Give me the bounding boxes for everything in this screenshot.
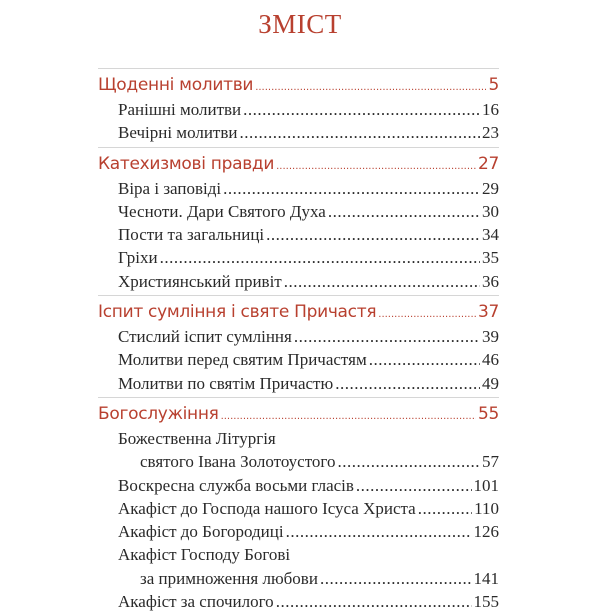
dot-leader (223, 177, 480, 200)
dot-leader (356, 474, 472, 497)
page-number: 141 (473, 568, 499, 588)
page-title: ЗМІСТ (258, 9, 342, 39)
entry-title-continued: святого Івана Золотоустого (140, 452, 336, 472)
toc-section (98, 397, 499, 613)
entry-title: Ранішні молитви (118, 100, 242, 119)
table-of-contents (98, 68, 499, 615)
dot-leader (335, 372, 480, 395)
dot-leader (239, 121, 480, 144)
entry-title: Акафіст до Господа нашого Ісуса Христа (118, 498, 416, 518)
toc-entry-first-line[interactable] (98, 427, 499, 450)
dot-leader (369, 348, 480, 371)
page-number: 34 (482, 225, 499, 245)
dot-leader (378, 302, 476, 325)
toc-entry[interactable] (98, 325, 499, 348)
dot-leader (243, 98, 480, 121)
entry-title: Акафіст Господу Богові (118, 545, 291, 565)
dot-leader (418, 497, 472, 520)
entry-title: Гріхи (118, 248, 158, 268)
dot-leader (320, 567, 472, 590)
dot-leader (294, 325, 480, 348)
page-number: 16 (482, 100, 499, 119)
page-number: 30 (482, 201, 499, 221)
section-title: Щоденні молитви (98, 75, 254, 95)
entry-title: Акафіст до Богородиці (118, 522, 284, 542)
dot-leader (276, 590, 472, 613)
dot-leader (221, 404, 476, 427)
toc-section (98, 68, 499, 145)
dot-leader (328, 200, 480, 223)
toc-entry[interactable] (98, 450, 499, 473)
page-number: 126 (473, 522, 499, 542)
entry-title-continued: за примноження любови (140, 568, 318, 588)
page-number: 27 (477, 153, 499, 174)
toc-section-heading[interactable] (98, 152, 499, 177)
toc-entry[interactable] (98, 177, 499, 200)
toc-entry[interactable] (98, 348, 499, 371)
toc-entry[interactable] (98, 121, 499, 144)
toc-section-heading[interactable] (98, 300, 499, 325)
page-number: 36 (482, 271, 499, 291)
toc-entry[interactable] (98, 246, 499, 269)
toc-entry[interactable] (98, 474, 499, 497)
toc-section (98, 147, 499, 293)
page-number: 23 (482, 123, 499, 143)
toc-section-heading[interactable] (98, 402, 499, 427)
toc-entry[interactable] (98, 590, 499, 613)
page-number: 155 (473, 592, 499, 612)
page-number: 5 (488, 75, 499, 95)
toc-entry[interactable] (98, 223, 499, 246)
toc-entry[interactable] (98, 497, 499, 520)
section-title: Іспит сумління і святе Причастя (98, 302, 377, 323)
dot-leader (276, 154, 476, 177)
dot-leader (255, 75, 486, 98)
page-number: 55 (477, 403, 499, 424)
page-number: 37 (477, 302, 499, 323)
toc-entry[interactable] (98, 200, 499, 223)
page-number: 57 (482, 452, 499, 472)
entry-title: Акафіст за спочилого (118, 592, 274, 612)
dot-leader (286, 520, 472, 543)
page-number: 35 (482, 248, 499, 268)
entry-title: Пости та загальниці (118, 225, 265, 245)
dot-leader (266, 223, 480, 246)
section-title: Катехизмові правди (98, 153, 275, 174)
entry-title: Молитви перед святим Причастям (118, 350, 367, 370)
dot-leader (160, 246, 480, 269)
entry-title: Чесноти. Дари Святого Духа (118, 201, 326, 221)
entry-title: Віра і заповіді (118, 178, 222, 198)
page-number: 39 (482, 327, 499, 347)
dot-leader (337, 450, 480, 473)
toc-section-heading[interactable] (98, 73, 499, 98)
section-title: Богослужіння (98, 403, 219, 424)
page-number: 49 (482, 373, 499, 393)
toc-section (98, 295, 499, 395)
page-number: 101 (473, 475, 499, 495)
toc-entry[interactable] (98, 270, 499, 293)
entry-title: Божественна Літургія (118, 428, 276, 448)
toc-entry-first-line[interactable] (98, 543, 499, 566)
entry-title: Воскресна служба восьми гласів (118, 475, 354, 495)
page-number: 29 (482, 178, 499, 198)
page-number: 110 (474, 498, 499, 518)
entry-title: Християнський привіт (118, 271, 282, 291)
entry-title: Вечірні молитви (118, 123, 238, 143)
toc-entry[interactable] (98, 520, 499, 543)
toc-entry[interactable] (98, 567, 499, 590)
page-number: 46 (482, 350, 499, 370)
entry-title: Молитви по святім Причастю (118, 373, 334, 393)
toc-entry[interactable] (98, 372, 499, 395)
dot-leader (284, 270, 480, 293)
entry-title: Стислий іспит сумління (118, 327, 292, 347)
toc-entry[interactable] (98, 98, 499, 121)
